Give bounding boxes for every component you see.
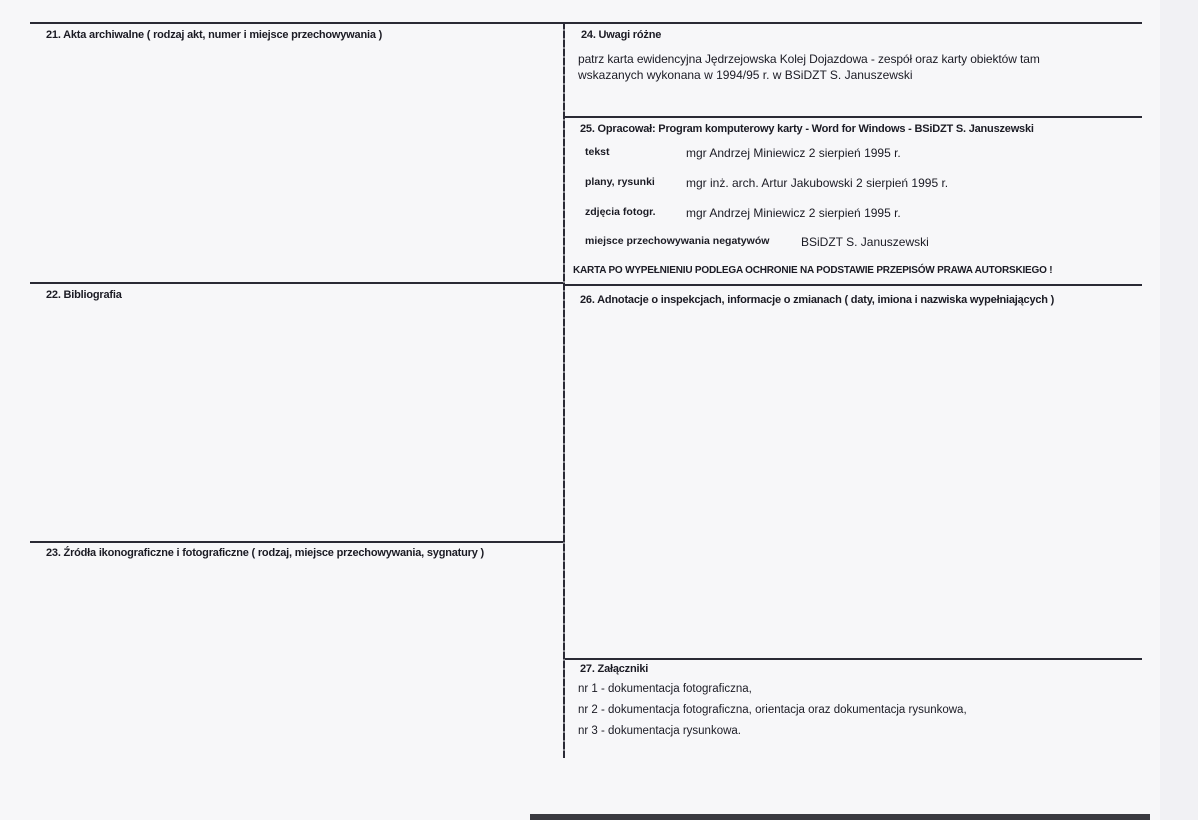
section-27-title: 27. Załączniki <box>580 663 649 675</box>
copyright-notice: KARTA PO WYPEŁNIENIU PODLEGA OCHRONIE NA PODSTAWIE PRZEPISÓW PRAWA AUTORSKIEGO ! <box>573 265 1053 276</box>
rule-right-25 <box>565 116 1142 118</box>
scan-bottom-edge <box>530 814 1150 820</box>
center-divider <box>563 22 565 758</box>
value-photos: mgr Andrzej Miniewicz 2 sierpień 1995 r. <box>686 206 901 220</box>
rule-right-26 <box>565 284 1142 286</box>
value-text: mgr Andrzej Miniewicz 2 sierpień 1995 r. <box>686 146 901 160</box>
section-24-title: 24. Uwagi różne <box>581 29 662 41</box>
attachment-item-3: nr 3 - dokumentacja rysunkowa. <box>578 725 741 737</box>
section-24-line-1: patrz karta ewidencyjna Jędrzejowska Kolej Dojazdowa - zespół oraz karty obiektów tam <box>578 52 1040 66</box>
label-photos: zdjęcia fotogr. <box>585 206 656 218</box>
label-text: tekst <box>585 146 610 158</box>
section-25-title: 25. Opracował: Program komputerowy karty - Word for Windows - BSiDZT S. Januszewski <box>580 123 1034 135</box>
value-negatives: BSiDZT S. Januszewski <box>801 235 929 249</box>
value-plans: mgr inż. arch. Artur Jakubowski 2 sierpień 1995 r. <box>686 176 949 190</box>
scan-right-margin <box>1160 0 1198 820</box>
label-negatives: miejsce przechowywania negatywów <box>585 235 770 247</box>
top-rule <box>30 22 1142 24</box>
rule-left-22 <box>30 282 563 284</box>
section-24-line-2: wskazanych wykonana w 1994/95 r. w BSiDZT S. Januszewski <box>578 68 913 82</box>
section-22-title: 22. Bibliografia <box>46 289 122 301</box>
attachment-item-2: nr 2 - dokumentacja fotograficzna, orientacja oraz dokumentacja rysunkowa, <box>578 704 967 716</box>
section-21-title: 21. Akta archiwalne ( rodzaj akt, numer i miejsce przechowywania ) <box>46 29 383 41</box>
section-26-title: 26. Adnotacje o inspekcjach, informacje o zmianach ( daty, imiona i nazwiska wypełniających ) <box>580 294 1055 306</box>
attachment-item-1: nr 1 - dokumentacja fotograficzna, <box>578 683 752 695</box>
rule-right-27 <box>565 658 1142 660</box>
rule-left-23 <box>30 541 563 543</box>
section-23-title: 23. Źródła ikonograficzne i fotograficzne ( rodzaj, miejsce przechowywania, sygnatury ) <box>46 547 484 559</box>
label-plans: plany, rysunki <box>585 176 655 188</box>
